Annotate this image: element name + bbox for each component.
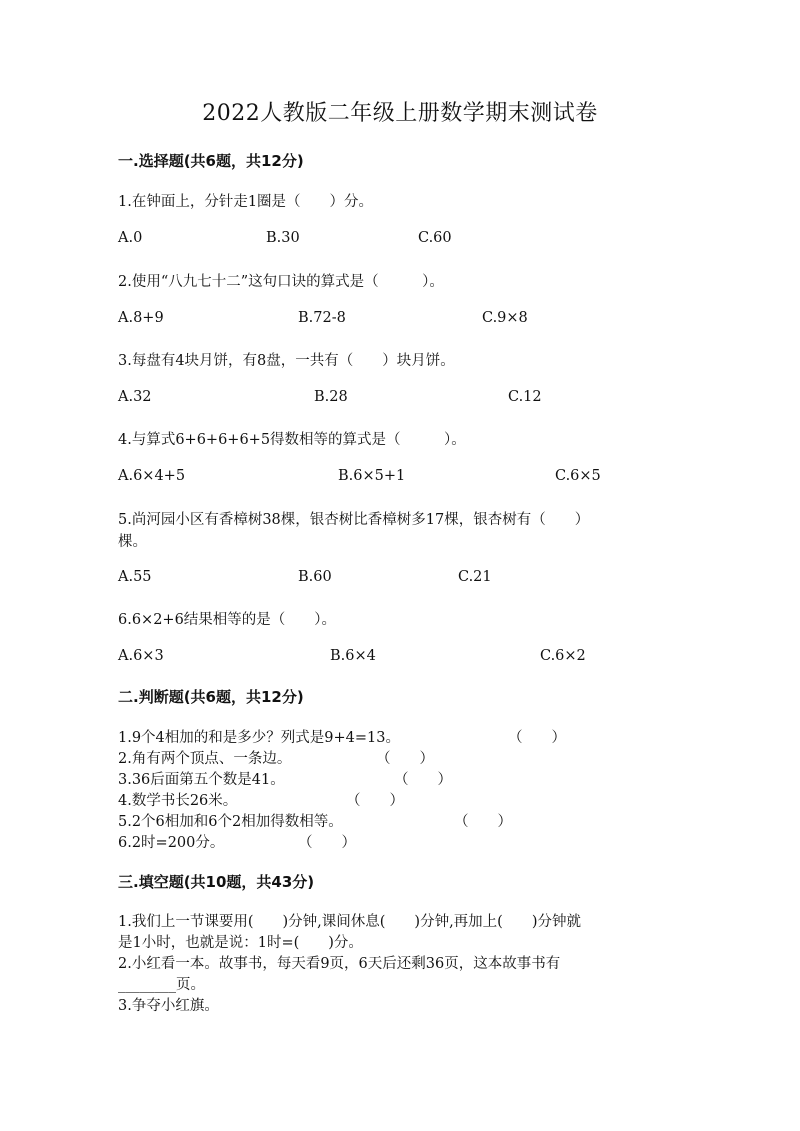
question-stem: 5.尚河园小区有香樟树38棵，银杏树比香樟树多17棵，银杏树有（ ） [118, 512, 590, 528]
option-b: B.28 [314, 389, 348, 405]
option-a: A.32 [118, 389, 152, 405]
judgement-item: 3.36后面第五个数是41。 [118, 772, 285, 788]
option-b: B.6×4 [330, 648, 376, 664]
answer-paren: （ ） [454, 814, 512, 830]
option-b: B.6×5+1 [338, 468, 406, 484]
question-stem: 2.使用“八九七十二”这句口诀的算式是（ ）。 [118, 274, 444, 290]
answer-paren: （ ） [346, 793, 404, 809]
option-a: A.0 [118, 230, 143, 246]
option-a: A.8+9 [118, 310, 164, 326]
judgement-item: 5.2个6相加和6个2相加得数相等。 [118, 814, 343, 830]
option-c: C.6×2 [540, 648, 586, 664]
fill-blank-line: 1.我们上一节课要用( )分钟,课间休息( )分钟,再加上( )分钟就 [118, 914, 581, 930]
judgement-item: 1.9个4相加的和是多少？列式是9+4=13。 [118, 730, 400, 746]
option-b: B.30 [266, 230, 300, 246]
option-a: A.55 [118, 569, 152, 585]
question-stem: 4.与算式6+6+6+6+5得数相等的算式是（ ）。 [118, 432, 466, 448]
answer-paren: （ ） [394, 772, 452, 788]
option-b: B.60 [298, 569, 332, 585]
question-stem: 6.6×2+6结果相等的是（ ）。 [118, 612, 337, 628]
question-stem: 3.每盘有4块月饼，有8盘，一共有（ ）块月饼。 [118, 353, 455, 369]
option-c: C.12 [508, 389, 542, 405]
question-stem: 1.在钟面上，分针走1圈是（ ）分。 [118, 194, 374, 210]
fill-blank-line: 3.争夺小红旗。 [118, 998, 219, 1014]
answer-paren: （ ） [376, 751, 434, 767]
option-c: C.60 [418, 230, 452, 246]
fill-blank-line: 2.小红看一本。故事书，每天看9页，6天后还剩36页，这本故事书有 [118, 956, 561, 972]
section-heading-judgement: 二.判断题(共6题，共12分) [118, 688, 304, 706]
section-heading-choice: 一.选择题(共6题，共12分) [118, 152, 304, 170]
option-c: C.9×8 [482, 310, 528, 326]
option-a: A.6×4+5 [118, 468, 186, 484]
option-c: C.6×5 [555, 468, 601, 484]
judgement-item: 4.数学书长26米。 [118, 793, 238, 809]
option-c: C.21 [458, 569, 492, 585]
fill-blank-line: ________页。 [118, 977, 205, 993]
fill-blank-line: 是1小时，也就是说：1时=( )分。 [118, 935, 363, 951]
judgement-item: 2.角有两个顶点、一条边。 [118, 751, 292, 767]
question-stem-continuation: 棵。 [118, 534, 147, 550]
page-title: 2022人教版二年级上册数学期末测试卷 [202, 101, 598, 126]
option-a: A.6×3 [118, 648, 164, 664]
section-heading-fill-blank: 三.填空题(共10题，共43分) [118, 873, 315, 891]
answer-paren: （ ） [298, 835, 356, 851]
answer-paren: （ ） [508, 730, 566, 746]
judgement-item: 6.2时=200分。 [118, 835, 225, 851]
option-b: B.72-8 [298, 310, 346, 326]
